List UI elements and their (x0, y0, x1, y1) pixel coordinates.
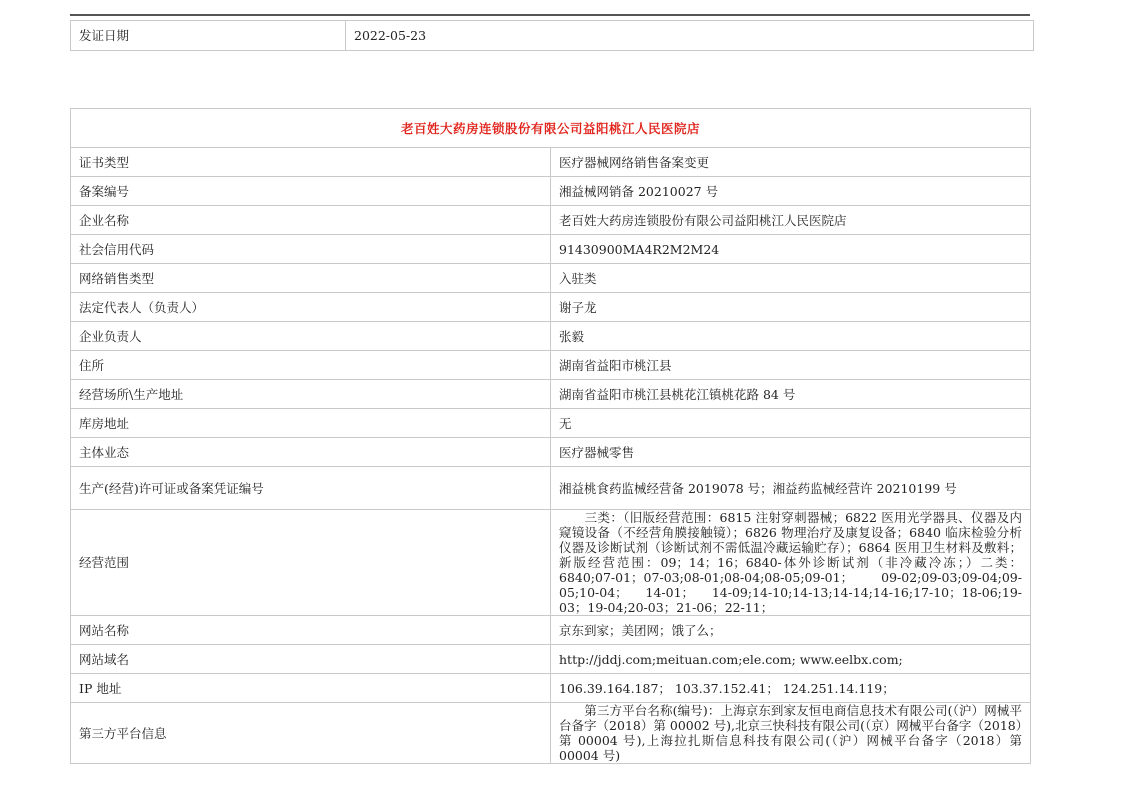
row-label: 企业名称 (71, 206, 551, 235)
issue-date-value: 2022-05-23 (346, 21, 1034, 51)
row-value: 湖南省益阳市桃江县 (551, 351, 1031, 380)
row-label: 住所 (71, 351, 551, 380)
row-label: 经营范围 (71, 510, 551, 616)
row-label: 网站域名 (71, 645, 551, 674)
table-row (71, 380, 1031, 409)
row-value: 医疗器械网络销售备案变更 (551, 148, 1031, 177)
row-value: 入驻类 (551, 264, 1031, 293)
table-row (71, 264, 1031, 293)
table-row (71, 645, 1031, 674)
top-rule (70, 14, 1030, 16)
row-label: 网络销售类型 (71, 264, 551, 293)
row-value: 医疗器械零售 (551, 438, 1031, 467)
table-row (71, 616, 1031, 645)
issue-date-table (70, 20, 1034, 51)
table-row (71, 177, 1031, 206)
table-row (71, 674, 1031, 703)
row-value: 湖南省益阳市桃江县桃花江镇桃花路 84 号 (551, 380, 1031, 409)
table-row (71, 409, 1031, 438)
table-row (71, 206, 1031, 235)
table-row (71, 510, 1031, 616)
record-title: 老百姓大药房连锁股份有限公司益阳桃江人民医院店 (71, 109, 1031, 148)
row-label: 备案编号 (71, 177, 551, 206)
row-label: 网站名称 (71, 616, 551, 645)
row-value: http://jddj.com;meituan.com;ele.com; www.eelbx.com; (551, 645, 1031, 674)
row-value: 京东到家；美团网；饿了么； (551, 616, 1031, 645)
row-label: IP 地址 (71, 674, 551, 703)
row-value: 106.39.164.187； 103.37.152.41； 124.251.14.119； (551, 674, 1031, 703)
record-table (70, 108, 1031, 764)
row-label: 经营场所\生产地址 (71, 380, 551, 409)
table-row (71, 322, 1031, 351)
row-value: 谢子龙 (551, 293, 1031, 322)
row-label: 证书类型 (71, 148, 551, 177)
table-row (71, 21, 1034, 51)
row-value: 湘益桃食药监械经营备 2019078 号；湘益药监械经营许 20210199 号 (551, 467, 1031, 510)
row-label: 第三方平台信息 (71, 703, 551, 764)
row-value: 无 (551, 409, 1031, 438)
row-label: 社会信用代码 (71, 235, 551, 264)
row-label: 法定代表人（负责人） (71, 293, 551, 322)
row-label: 主体业态 (71, 438, 551, 467)
row-label: 企业负责人 (71, 322, 551, 351)
row-value: 湘益械网销备 20210027 号 (551, 177, 1031, 206)
business-scope-value: 三类：（旧版经营范围：6815 注射穿刺器械；6822 医用光学器具、仪器及内窥镜设备（不经营角膜接触镜）；6826 物理治疗及康复设备；6840 临床检验分析仪器及诊断试剂（诊断试剂不需低温冷藏运输贮存）；6864 医用卫生材料及敷料；新版经营范围：09；14；16；6840-体外诊断试剂（非冷藏冷冻；）二类：6840;07-01；07-03;08-01;08-04;08-05;09-01； 09-02;09-03;09-04;09-05;10-04； 14-01； 14-09;14-10;14-13;14-14;14-16;17-10；18-06;19-03；19-04;20-03；21-06；22-11； (551, 510, 1031, 616)
table-row (71, 438, 1031, 467)
table-row (71, 293, 1031, 322)
row-value: 老百姓大药房连锁股份有限公司益阳桃江人民医院店 (551, 206, 1031, 235)
table-row (71, 467, 1031, 510)
table-row (71, 351, 1031, 380)
table-row (71, 109, 1031, 148)
row-value: 张毅 (551, 322, 1031, 351)
row-label: 库房地址 (71, 409, 551, 438)
table-row (71, 148, 1031, 177)
row-label: 生产(经营)许可证或备案凭证编号 (71, 467, 551, 510)
table-row (71, 703, 1031, 764)
platform-info-value: 第三方平台名称(编号)：上海京东到家友恒电商信息技术有限公司(（沪）网械平台备字（2018）第 00002 号),北京三快科技有限公司(（京）网械平台备字（2018）第 00004 号),上海拉扎斯信息科技有限公司(（沪）网械平台备字（2018）第 00004 号) (551, 703, 1031, 764)
row-value: 91430900MA4R2M2M24 (551, 235, 1031, 264)
issue-date-label: 发证日期 (71, 21, 346, 51)
table-row (71, 235, 1031, 264)
